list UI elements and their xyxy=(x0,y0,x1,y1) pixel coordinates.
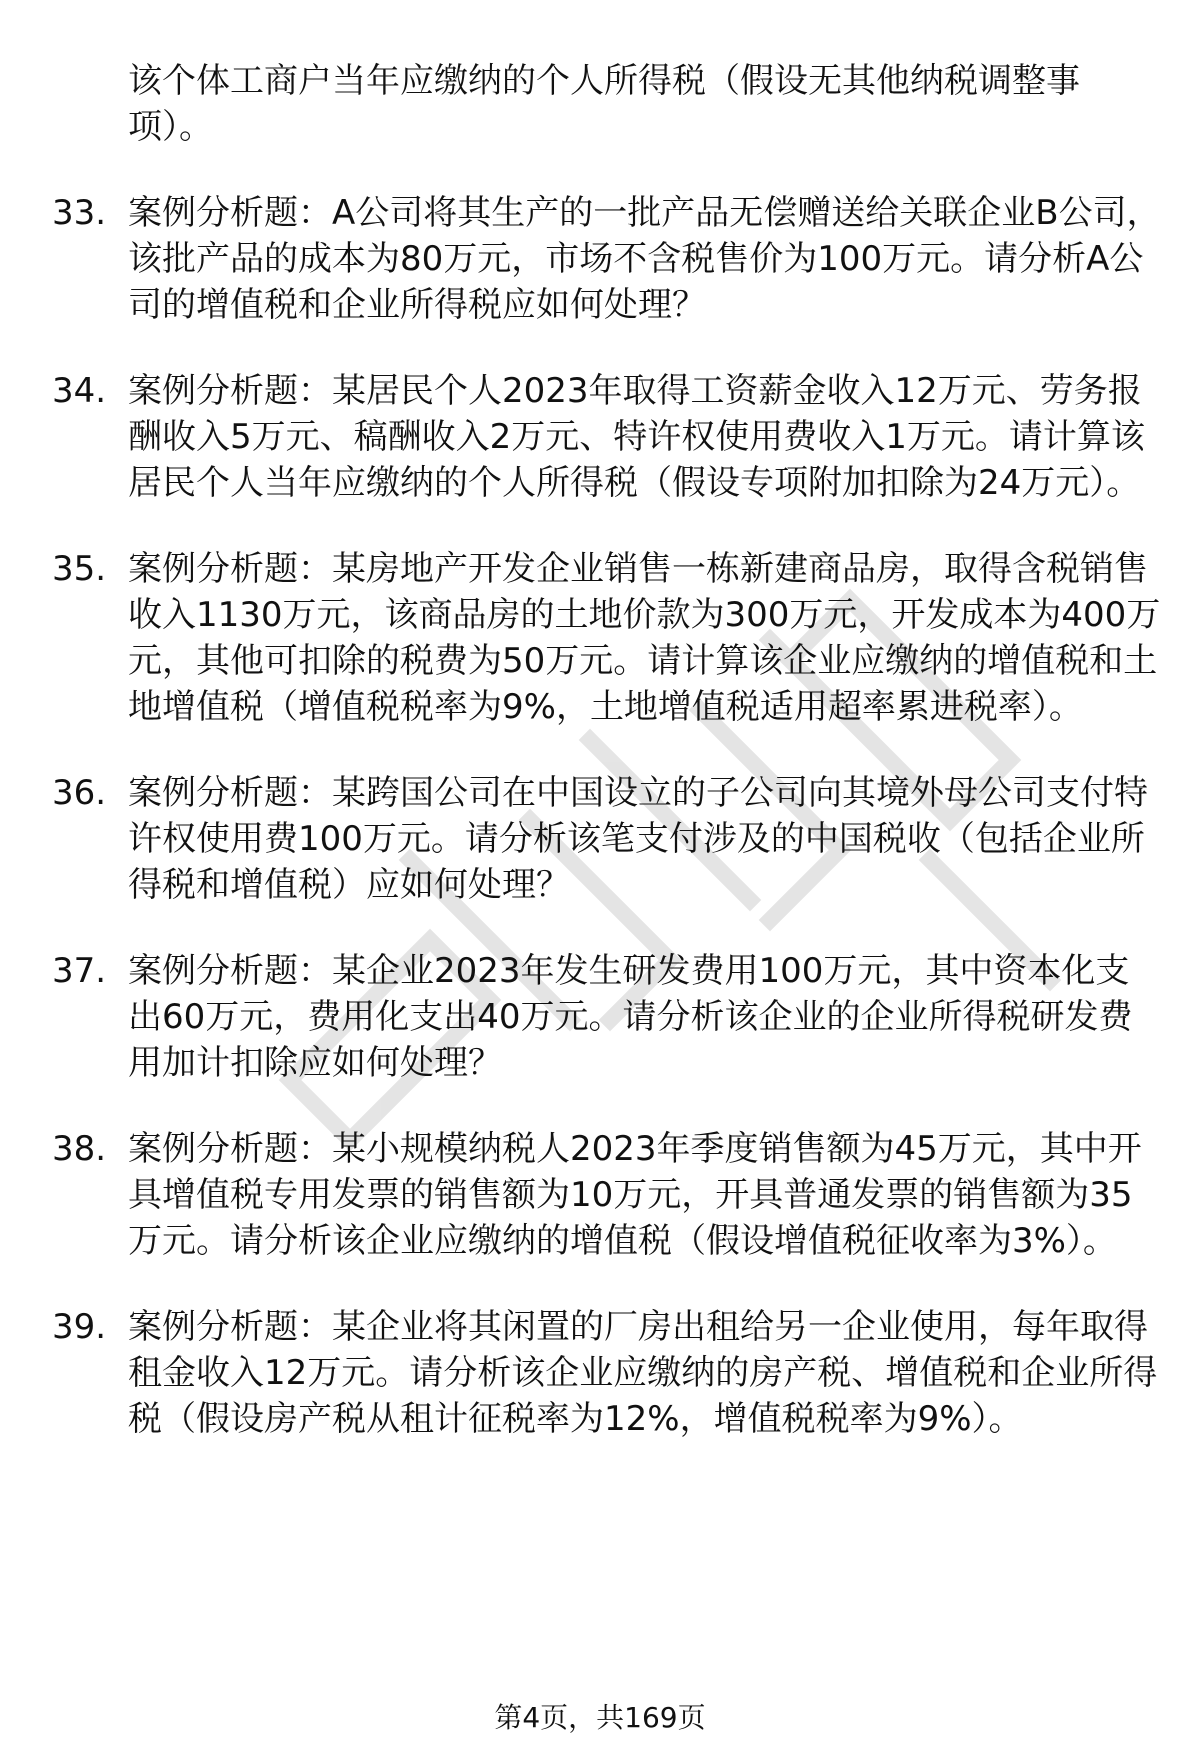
question-37 xyxy=(52,948,1162,1086)
question-text: 案例分析题：某居民个人2023年取得工资薪金收入12万元、劳务报酬收入5万元、稿酬收入2万元、特许权使用费收入1万元。请计算该居民个人当年应缴纳的个人所得税（假设专项附加扣除为24万元）。 xyxy=(128,371,1145,503)
question-number: 39. xyxy=(52,1307,107,1347)
question-38 xyxy=(52,1126,1162,1264)
question-text: 案例分析题：某企业将其闲置的厂房出租给另一企业使用，每年取得租金收入12万元。请分析该企业应缴纳的房产税、增值税和企业所得税（假设房产税从租计征税率为12%，增值税税率为9%）。 xyxy=(128,1307,1158,1439)
question-39 xyxy=(52,1304,1162,1442)
question-text: 案例分析题：某房地产开发企业销售一栋新建商品房，取得含税销售收入1130万元，该商品房的土地价款为300万元，开发成本为400万元，其他可扣除的税费为50万元。请计算该企业应缴纳的增值税和土地增值税（增值税税率为9%，土地增值税适用超率累进税率）。 xyxy=(128,549,1161,727)
document-body xyxy=(52,58,1162,1482)
question-text: 案例分析题：某企业2023年发生研发费用100万元，其中资本化支出60万元，费用化支出40万元。请分析该企业的企业所得税研发费用加计扣除应如何处理？ xyxy=(128,951,1133,1083)
page-number-footer: 第4页，共169页 xyxy=(494,1701,706,1734)
question-number: 34. xyxy=(52,371,107,411)
question-text: 案例分析题：某跨国公司在中国设立的子公司向其境外母公司支付特许权使用费100万元。请分析该笔支付涉及的中国税收（包括企业所得税和增值税）应如何处理？ xyxy=(128,773,1148,905)
question-number: 36. xyxy=(52,773,107,813)
question-34 xyxy=(52,368,1162,506)
question-number: 37. xyxy=(52,951,107,991)
question-text: 案例分析题：A公司将其生产的一批产品无偿赠送给关联企业B公司，该批产品的成本为80万元，市场不含税售价为100万元。请分析A公司的增值税和企业所得税应如何处理？ xyxy=(128,193,1161,325)
previous-question-continuation: 该个体工商户当年应缴纳的个人所得税（假设无其他纳税调整事项）。 xyxy=(128,61,1080,147)
question-number: 35. xyxy=(52,549,107,589)
question-number: 33. xyxy=(52,193,107,233)
question-35 xyxy=(52,546,1162,730)
question-36 xyxy=(52,770,1162,908)
question-33 xyxy=(52,190,1162,328)
question-text: 案例分析题：某小规模纳税人2023年季度销售额为45万元，其中开具增值税专用发票的销售额为10万元，开具普通发票的销售额为35万元。请分析该企业应缴纳的增值税（假设增值税征收率为3%）。 xyxy=(128,1129,1142,1261)
question-number: 38. xyxy=(52,1129,107,1169)
